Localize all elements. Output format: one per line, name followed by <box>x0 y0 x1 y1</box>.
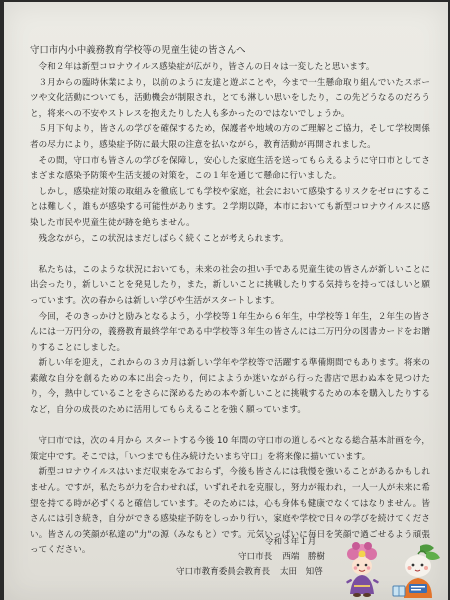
letter-salutation: 守口市内小中義務教育学校等の児童生徒の皆さんへ <box>30 45 246 56</box>
letter-body <box>30 60 430 559</box>
paragraph-7: 私たちは，このような状況においても，未来の社会の担い手である児童生徒の皆さんが新しいことに出会ったり，新しいことを発見したり，また，新しいことに挑戦したりする気持ちを持ってほしいと願っています。次の春からは新しい学びや生活がスタートします。 <box>30 264 430 306</box>
mayor-role: 守口市長 <box>238 552 273 562</box>
paragraph-9: 新しい年を迎え，これからの３カ月は新しい学年や学校等で活躍する準備期間でもあります。将来の素敵な自分を創るための本に出会ったり，何によようか迷いながら行った書店で思わぬ本を見つけたり，今，熱中していることをさらに深めるための本や新しいことに挑戦するための本を購入したりするなど，自分の成長のために活用してもらえることを強く願っています。 <box>30 358 430 416</box>
paragraph-10: 守口市では，次の４月から スタートする今後 10 年間の守口市の道しるべとなる総合基本計画を今，策定中です。そこでは，「いつまでも住み続けたいまち守口」を将来像に描いています。 <box>30 436 430 462</box>
paragraph-2: ３月からの臨時休業により，以前のように友達と遊ぶことや，今まで一生懸命取り組んでいたスポーツや文化活動についても，活動機会が制限され，とても淋しい思いをしたり，この先どうなるのだろうと，将来への不安やストレスを抱えたりした人も多かったのではないでしょうか。 <box>30 77 430 119</box>
education-role: 守口市教育委員会教育長 <box>176 567 271 577</box>
paragraph-6: 残念ながら，この状況はまだしばらく続くことが考えられます。 <box>38 233 289 244</box>
mayor-name: 西端 勝樹 <box>282 552 325 562</box>
education-name: 太田 知啓 <box>280 567 323 577</box>
signature-date: 令和３年１月 <box>265 537 317 547</box>
signature-education <box>176 565 323 577</box>
paragraph-4: その間，守口市も皆さんの学びを保障し，安心した家庭生活を送ってもらえるように守口市としてさまざまな感染予防策や生活支援の対策を，この１年を通じて懸命に行いました。 <box>30 155 430 182</box>
paragraph-3: ５月下旬より，皆さんの学びを確保するため，保護者や地域の方のご理解とご協力，そして学校関係者の尽力により，感染症予防に最大限の注意を払いながら，教育活動が再開されました。 <box>30 124 430 150</box>
mascot-character-left <box>340 542 384 598</box>
letter-sheet <box>4 2 448 600</box>
paragraph-11: 新型コロナウイルスはいまだ収束をみておらず，今後も皆さんには我慢を強いることがあるかもしれません。ですが，私たちが力を合わせれば，いずれそれを克服し，努力が報われ，一人一人が未来に希望を持てる時が必ずくると確信しています。そのためには，心も身体も健康でなくてはなりません。皆さんには引き続き，自分ができる感染症予防をしっかり行い，家庭や学校で日々の学びを続けてください。皆さんの笑顔が私達の"力"の源（みなもと）です。元気いっぱいに毎日を笑顔で過ごせるよう頑張ってください。 <box>30 467 430 556</box>
mascot-character-right <box>390 542 442 600</box>
paragraph-1: 令和２年は新型コロナウイルス感染症が広がり，皆さんの日々は一変したと思います。 <box>38 62 375 72</box>
signature-mayor <box>238 550 325 562</box>
paragraph-5: しかし，感染症対策の取組みを徹底しても学校や家庭，社会において感染するリスクをゼロにすることは難しく，誰もが感染する可能性があります。２学期以降，本市においても新型コロナウイルスに感染した市民や児童生徒が跡を絶ちません。 <box>30 186 430 228</box>
paragraph-8: 今回，そのきっかけと励みとなるよう，小学校等１年生から６年生，中学校等１年生，２年生の皆さんには一万円分の，義務教育最終学年である中学校等３年生の皆さんには二万円分の図書カードをお贈りすることにしました。 <box>30 311 430 353</box>
